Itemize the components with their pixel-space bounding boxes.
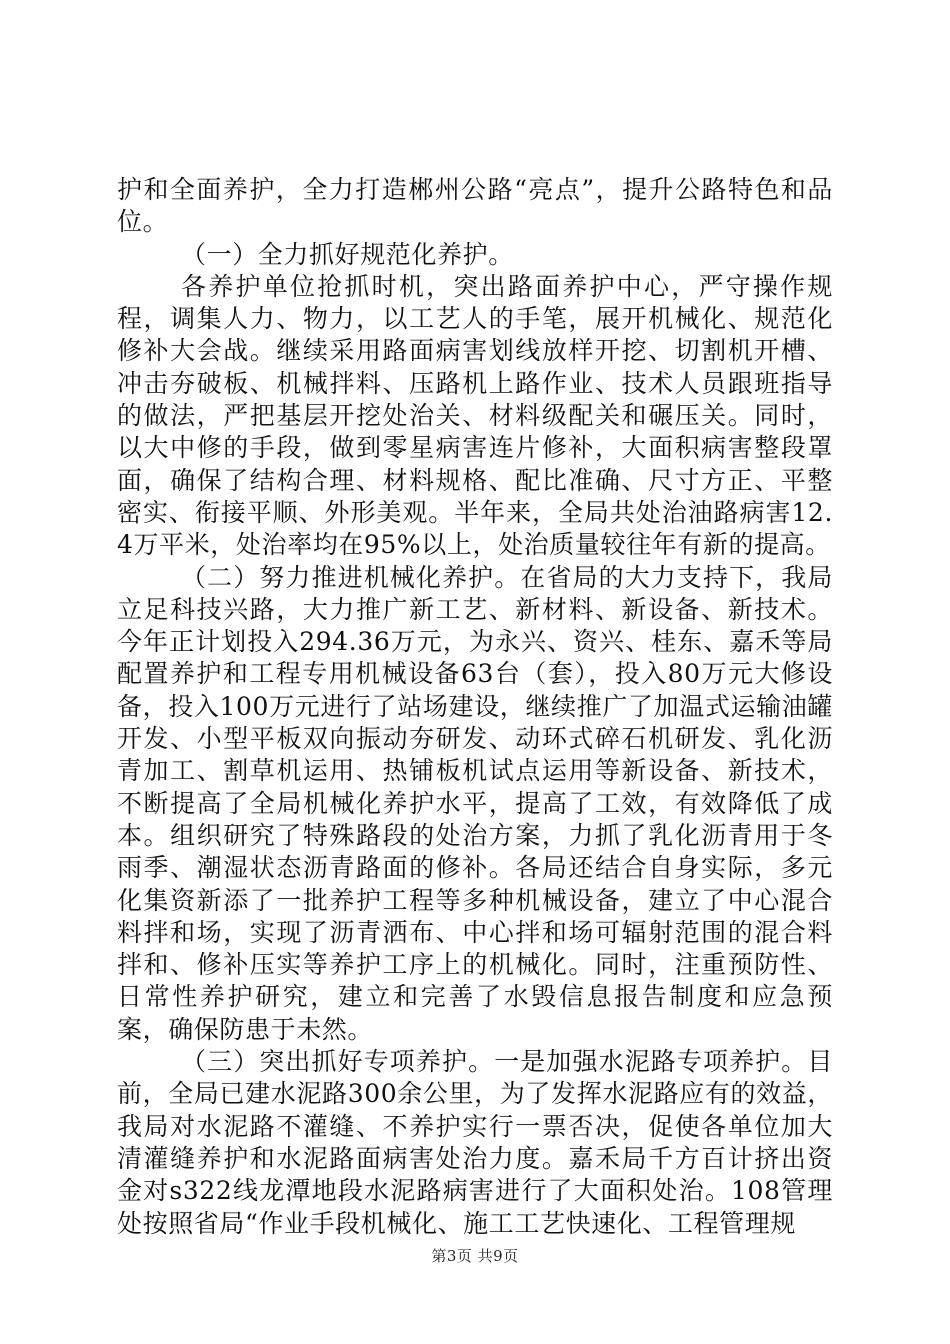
paragraph-continuation: 护和全面养护，全力打造郴州公路“亮点”，提升公路特色和品位。 — [117, 175, 833, 237]
paragraph-special-maintenance: （三）突出抓好专项养护。一是加强水泥路专项养护。目前，全局已建水泥路300余公里，为了发挥水泥路应有的效益，我局对水泥路不灌缝、不养护实行一票否决，促使各单位加大清灌缝养护和水泥路面病害处治力度。嘉禾局千方百计挤出资金对s322线龙潭地段水泥路病害进行了大面积处治。108管理处按照省局“作业手段机械化、施工工艺快速化、工程管理规 — [117, 1047, 833, 1238]
section-heading-1: （一）全力抓好规范化养护。 — [181, 239, 514, 269]
page-number-footer: 第3页 共9页 — [431, 1247, 519, 1265]
paragraph-standardized-maintenance: 各养护单位抢抓时机，突出路面养护中心，严守操作规程，调集人力、物力，以工艺人的手笔，展开机械化、规范化修补大会战。继续采用路面病害划线放样开挖、切割机开槽、冲击夯破板、机械拌料、压路机上路作业、技术人员跟班指导的做法，严把基层开挖处治关、材料级配关和碾压关。同时，以大中修的手段，做到零星病害连片修补，大面积病害整段罩面，确保了结构合理、材料规格、配比准确、尺寸方正、平整密实、衔接平顺、外形美观。半年来，全局共处治油路病害12.4万平米，处治率均在95%以上，处治质量较往年有新的提高。 — [117, 271, 833, 560]
document-body — [117, 174, 833, 1240]
paragraph-mechanized-maintenance: （二）努力推进机械化养护。在省局的大力支持下，我局立足科技兴路，大力推广新工艺、新材料、新设备、新技术。今年正计划投入294.36万元，为永兴、资兴、桂东、嘉禾等局配置养护和工程专用机械设备63台（套），投入80万元大修设备，投入100万元进行了站场建设，继续推广了加温式运输油罐开发、小型平板双向振动夯研发、动环式碎石机研发、乳化沥青加工、割草机运用、热铺板机试点运用等新设备、新技术，不断提高了全局机械化养护水平，提高了工效，有效降低了成本。组织研究了特殊路段的处治方案，力抓了乳化沥青用于冬雨季、潮湿状态沥青路面的修补。各局还结合自身实际，多元化集资新添了一批养护工程等多种机械设备，建立了中心混合料拌和场，实现了沥青洒布、中心拌和场可辐射范围的混合料拌和、修补压实等养护工序上的机械化。同时，注重预防性、日常性养护研究，建立和完善了水毁信息报告制度和应急预案，确保防患于未然。 — [117, 562, 833, 1044]
